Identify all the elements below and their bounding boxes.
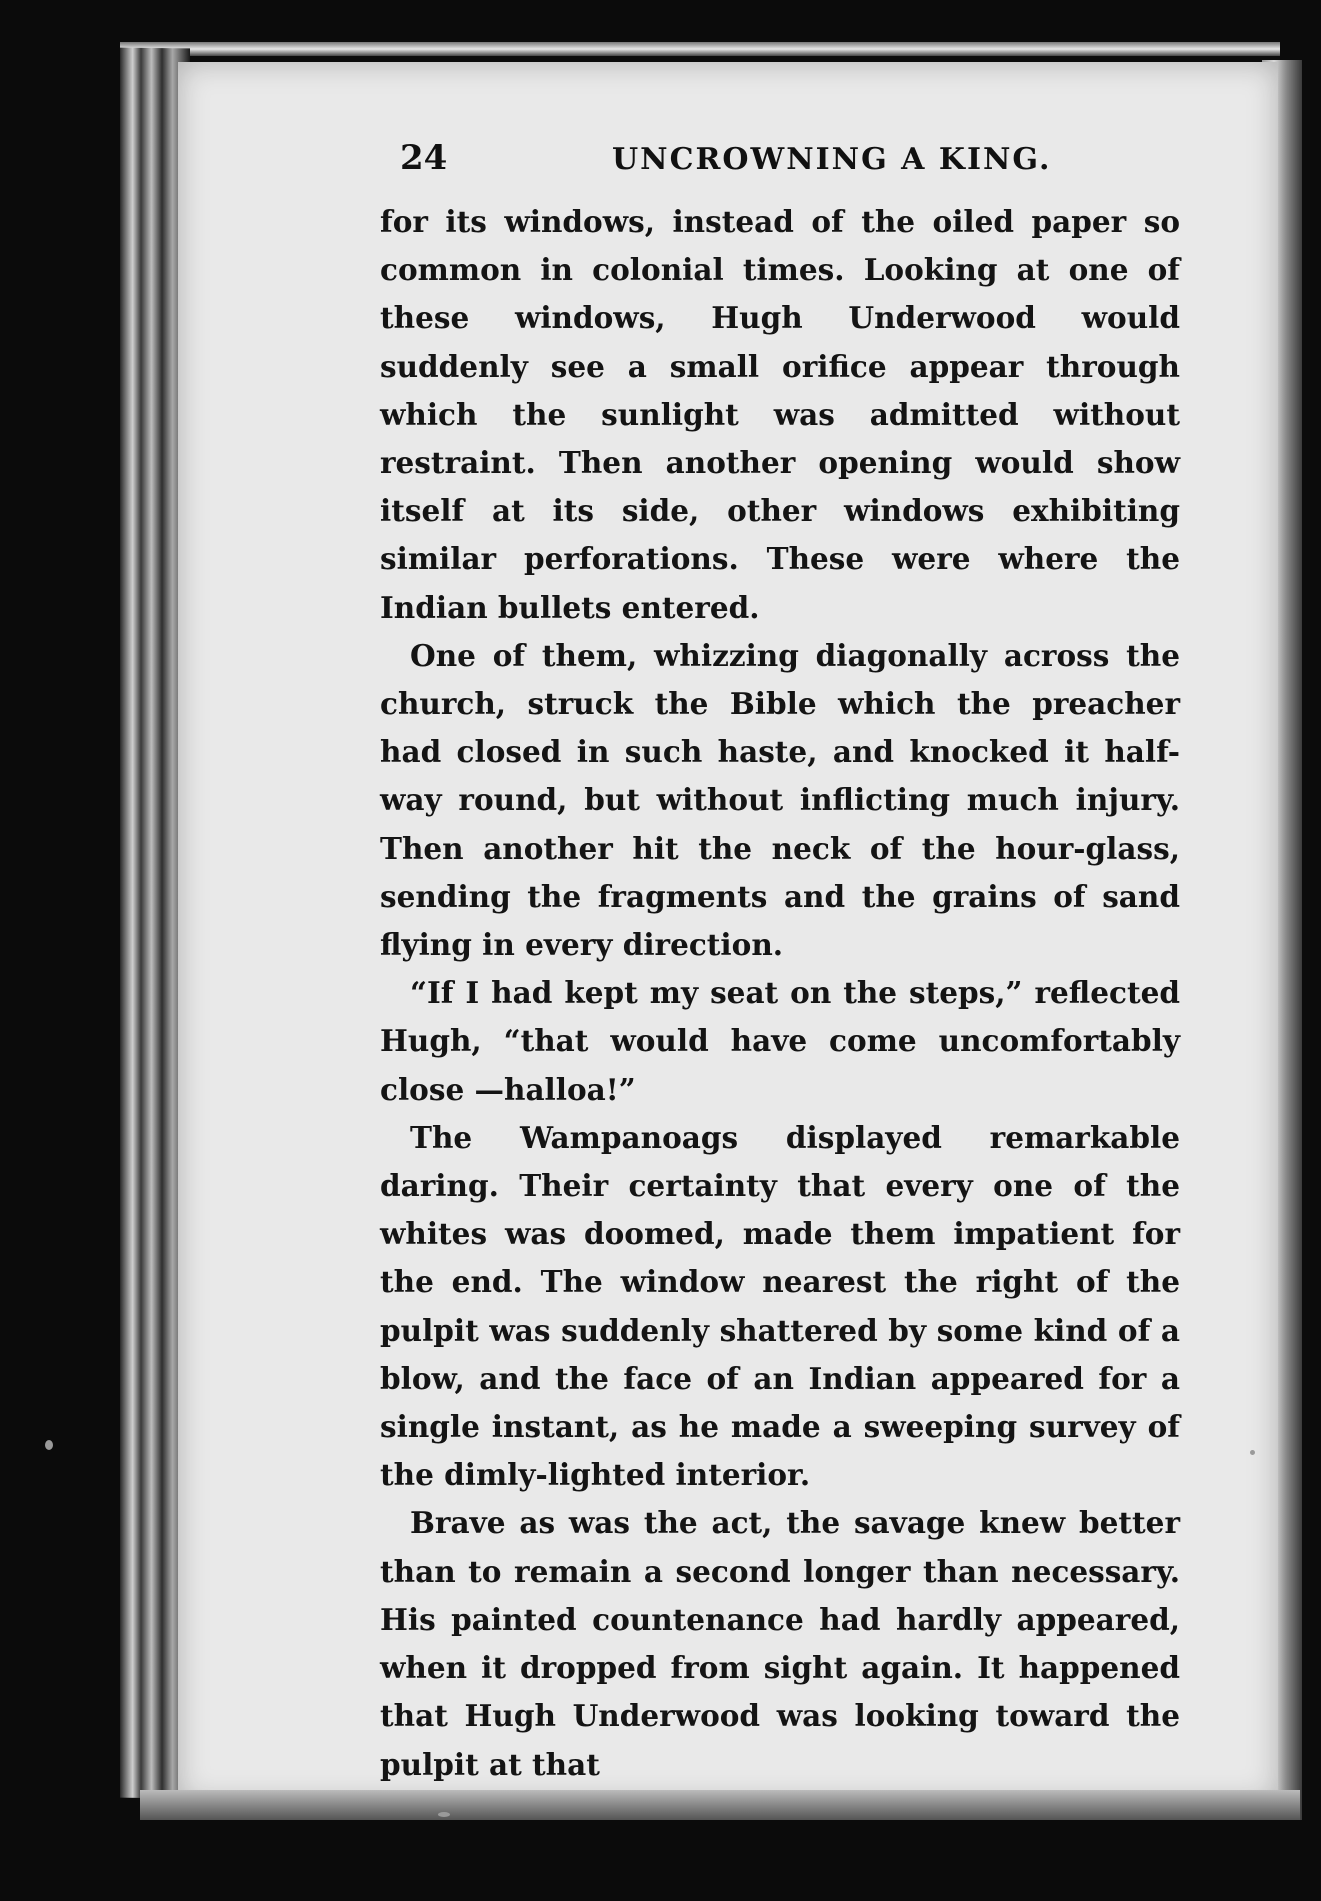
paragraph-1: for its windows, instead of the oiled paper so common in colonial times. Looking at one of these windows, Hugh Underwood would suddenly see a small orifice appear through which the sunlight was admitted without restraint. Then another opening would show itself at its side, other windows exhibiting similar perforations. These were where the Indian bullets entered. — [380, 204, 1180, 625]
scan-speck — [438, 1812, 450, 1817]
page-header — [400, 138, 1180, 188]
scan-speck — [1250, 1450, 1255, 1455]
paragraph-5: Brave as was the act, the savage knew better than to remain a second longer than necessary. His painted countenance had hardly appeared, when it dropped from sight again. It happened that Hugh Underwood was looking toward the pulpit at that — [380, 1505, 1180, 1782]
body-text — [380, 198, 1180, 1789]
running-head: UNCROWNING A KING. — [612, 142, 1052, 177]
paragraph-4: The Wampanoags displayed remarkable daring. Their certainty that every one of the whites was doomed, made them impatient for the end. The window nearest the right of the pulpit was suddenly shattered by some kind of a blow, and the face of an Indian appeared for a single instant, as he made a sweeping survey of the dimly-lighted interior. — [380, 1119, 1180, 1493]
book-top-edge — [120, 42, 1280, 56]
page-number: 24 — [400, 138, 448, 178]
paragraph-3: “If I had kept my seat on the steps,” reflected Hugh, “that would have come uncomfortably close —halloa!” — [380, 975, 1180, 1107]
scan-speck — [45, 1440, 53, 1450]
paragraph-2: One of them, whizzing diagonally across the church, struck the Bible which the preacher had closed in such haste, and knocked it half-way round, but without inflicting much injury. Then another hit the neck of the hour-glass, sending the fragments and the grains of sand flying in every direction. — [380, 637, 1180, 963]
book-bottom-edge — [140, 1790, 1300, 1820]
